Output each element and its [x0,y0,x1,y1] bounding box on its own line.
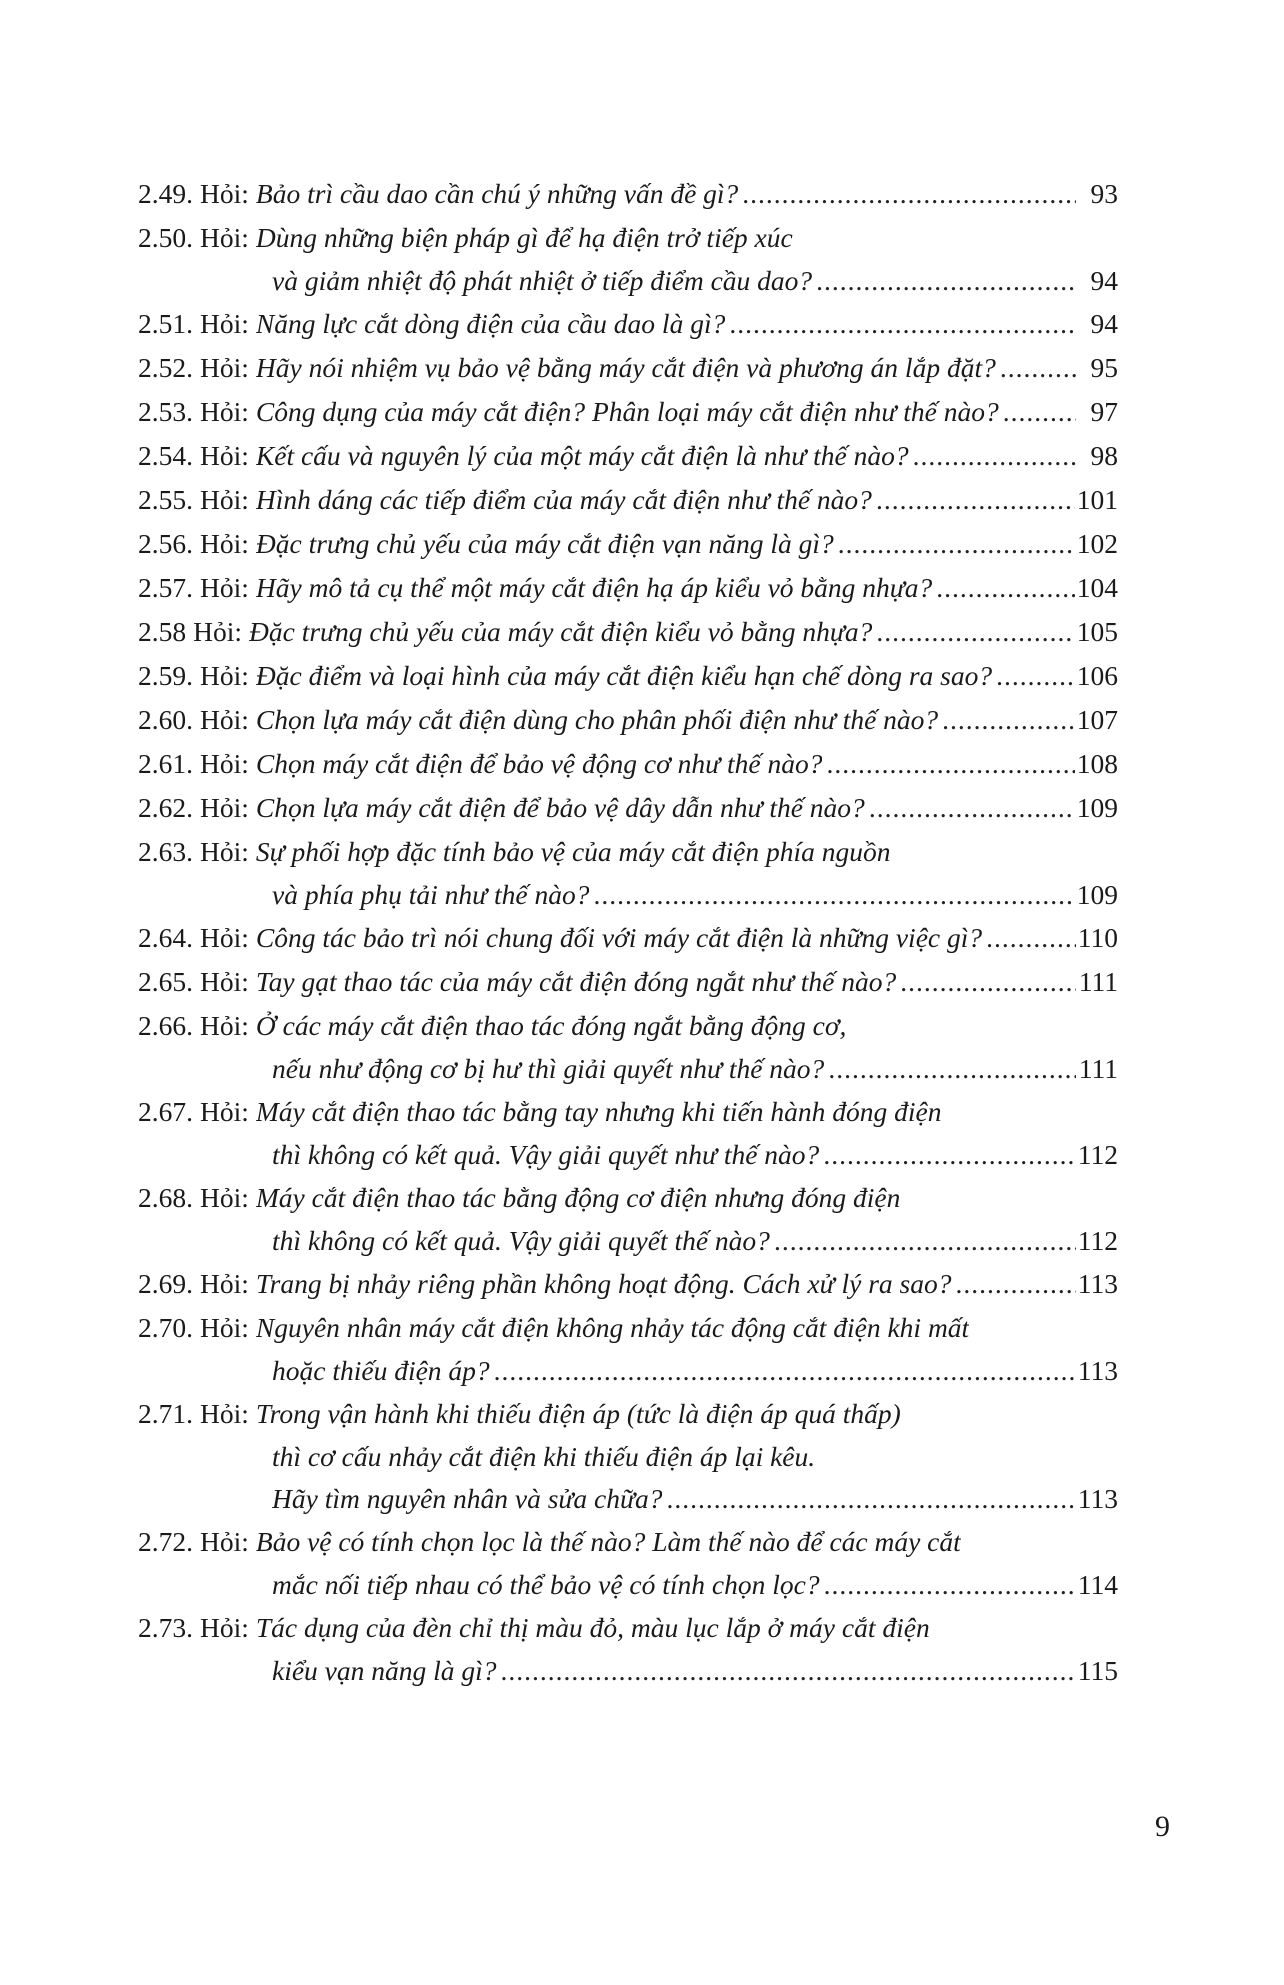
toc-line [138,960,1118,1004]
toc-entry [138,478,1118,522]
toc-entry-label: Hỏi: [193,616,243,647]
toc-entry-question: Tay gạt thao tác của máy cắt điện đóng ngắt như thế nào? [255,966,897,997]
toc-entry-question: và phía phụ tải như thế nào? [272,879,590,910]
toc-entry-question: thì không có kết quả. Vậy giải quyết như thế nào? [272,1139,820,1170]
toc-entry-label: Hỏi: [200,1268,249,1299]
toc-entry [138,1090,1118,1176]
toc-entry-label: Hỏi: [200,572,249,603]
dot-leader [1000,346,1076,390]
toc-entry-question: Đặc trưng chủ yếu của máy cắt điện kiểu vỏ bằng nhựa? [249,616,873,647]
toc-entry-question: Đặc điểm và loại hình của máy cắt điện kiểu hạn chế dòng ra sao? [255,660,993,691]
toc-line [138,1650,1118,1692]
toc-entry-label: Hỏi: [200,1312,249,1343]
toc-entry-label: Hỏi: [200,1010,249,1041]
toc-entry-number: 2.62. [138,792,193,823]
toc-entry-question: Bảo trì cầu dao cần chú ý những vấn đề gì? [255,178,739,209]
toc-entry-page: 109 [1076,792,1118,823]
toc-entry [138,830,1118,916]
toc-entry-number: 2.61. [138,748,193,779]
dot-leader [824,1564,1076,1606]
toc-entry-number: 2.57. [138,572,193,603]
toc-line [138,216,1118,260]
toc-entry-label: Hỏi: [200,660,249,691]
toc-entry-label: Hỏi: [200,748,249,779]
toc-entry [138,302,1118,346]
toc-entry-page: 93 [1090,178,1118,209]
toc-entry [138,698,1118,742]
toc-entry-number: 2.54. [138,440,193,471]
dot-leader [956,1262,1076,1306]
toc-entry-page: 111 [1078,1053,1118,1084]
toc-entry [138,1004,1118,1090]
toc-entry-label: Hỏi: [200,178,249,209]
dot-leader [826,742,1074,786]
toc-entry-page: 112 [1077,1139,1118,1170]
toc-entry-page: 94 [1090,308,1118,339]
toc-entry [138,960,1118,1004]
toc-line [138,434,1118,478]
dot-leader [900,960,1076,1004]
toc-entry [138,522,1118,566]
toc-entry-question: thì không có kết quả. Vậy giải quyết thế nào? [272,1225,770,1256]
toc-entry-question: hoặc thiếu điện áp? [272,1355,490,1386]
toc-entry-number: 2.56. [138,528,193,559]
toc-entry [138,786,1118,830]
toc-entry-page: 101 [1076,484,1118,515]
toc-entry-question: Chọn lựa máy cắt điện dùng cho phân phối điện như thế nào? [255,704,939,735]
toc-line [138,1520,1118,1564]
toc-entry-page: 105 [1076,616,1118,647]
dot-leader [501,1650,1076,1692]
toc-entry-number: 2.63. [138,836,193,867]
toc-entry [138,434,1118,478]
table-of-contents [138,172,1118,1692]
toc-line [138,1004,1118,1048]
toc-entry-label: Hỏi: [200,1398,249,1429]
toc-entry-number: 2.53. [138,396,193,427]
toc-line [138,172,1118,216]
toc-entry-question: kiểu vạn năng là gì? [272,1655,497,1686]
toc-entry-number: 2.67. [138,1096,193,1127]
toc-entry-question: mắc nối tiếp nhau có thể bảo vệ có tính chọn lọc? [272,1569,820,1600]
toc-entry-question: nếu như động cơ bị hư thì giải quyết như thế nào? [272,1053,825,1084]
toc-line [138,1478,1118,1520]
toc-entry-number: 2.73. [138,1612,193,1643]
toc-entry-question: Đặc trưng chủ yếu của máy cắt điện vạn năng là gì? [255,528,834,559]
dot-leader [876,610,1074,654]
toc-line [138,478,1118,522]
toc-entry-label: Hỏi: [200,792,249,823]
toc-entry-label: Hỏi: [200,352,249,383]
toc-line [138,566,1118,610]
dot-leader [913,434,1076,478]
toc-line [138,1606,1118,1650]
toc-entry [138,1606,1118,1692]
toc-entry-question: Tác dụng của đèn chỉ thị màu đỏ, màu lục lắp ở máy cắt điện [255,1612,930,1643]
dot-leader [494,1350,1076,1392]
toc-entry-label: Hỏi: [200,396,249,427]
toc-line [138,874,1118,916]
toc-entry [138,610,1118,654]
toc-entry-number: 2.49. [138,178,193,209]
toc-entry [138,1306,1118,1392]
toc-entry-question: Ở các máy cắt điện thao tác đóng ngắt bằng động cơ, [255,1010,847,1041]
toc-entry [138,1392,1118,1520]
toc-line [138,610,1118,654]
toc-entry-number: 2.64. [138,922,193,953]
toc-entry-page: 97 [1090,396,1118,427]
toc-entry-question: Máy cắt điện thao tác bằng động cơ điện nhưng đóng điện [255,1182,901,1213]
toc-entry-label: Hỏi: [200,528,249,559]
toc-entry-label: Hỏi: [200,222,249,253]
toc-entry-page: 114 [1077,1569,1118,1600]
toc-line [138,1048,1118,1090]
toc-entry-page: 109 [1076,879,1118,910]
dot-leader [996,654,1075,698]
toc-entry-number: 2.59. [138,660,193,691]
dot-leader [876,478,1075,522]
dot-leader [593,874,1074,916]
toc-entry-label: Hỏi: [200,966,249,997]
toc-entry-page: 106 [1076,660,1118,691]
toc-line [138,1220,1118,1262]
toc-entry-page: 102 [1076,528,1118,559]
toc-entry-page: 104 [1076,572,1118,603]
toc-entry-page: 94 [1090,265,1118,296]
toc-entry [138,566,1118,610]
toc-entry-label: Hỏi: [200,440,249,471]
toc-line [138,742,1118,786]
toc-entry-number: 2.51. [138,308,193,339]
toc-entry [138,742,1118,786]
toc-entry-question: Hãy tìm nguyên nhân và sửa chữa? [272,1483,663,1514]
dot-leader [986,916,1076,960]
toc-entry [138,172,1118,216]
toc-entry [138,346,1118,390]
toc-entry-label: Hỏi: [200,308,249,339]
toc-entry-label: Hỏi: [200,836,249,867]
toc-entry-label: Hỏi: [200,1096,249,1127]
toc-line [138,786,1118,830]
toc-entry-page: 111 [1078,966,1118,997]
dot-leader [838,522,1075,566]
dot-leader [1003,390,1076,434]
toc-entry [138,1262,1118,1306]
dot-leader [936,566,1074,610]
toc-entry-question: và giảm nhiệt độ phát nhiệt ở tiếp điểm cầu dao? [272,265,813,296]
toc-entry-page: 95 [1090,352,1118,383]
toc-entry-question: Chọn máy cắt điện để bảo vệ động cơ như thế nào? [255,748,823,779]
toc-entry-question: Sự phối hợp đặc tính bảo vệ của máy cắt điện phía nguồn [255,836,891,867]
toc-line [138,522,1118,566]
toc-line [138,1176,1118,1220]
toc-entry-question: Công dụng của máy cắt điện? Phân loại máy cắt điện như thế nào? [255,396,999,427]
toc-entry-number: 2.55. [138,484,193,515]
toc-line [138,830,1118,874]
toc-entry-number: 2.50. [138,222,193,253]
toc-entry-label: Hỏi: [200,484,249,515]
toc-entry-page: 98 [1090,440,1118,471]
toc-line [138,260,1118,302]
toc-entry [138,1520,1118,1606]
dot-leader [869,786,1075,830]
toc-line [138,346,1118,390]
toc-entry-question: Năng lực cắt dòng điện của cầu dao là gì? [255,308,726,339]
toc-entry-number: 2.66. [138,1010,193,1041]
toc-entry-label: Hỏi: [200,1612,249,1643]
toc-entry-number: 2.72. [138,1526,193,1557]
toc-entry-question: Hình dáng các tiếp điểm của máy cắt điện như thế nào? [255,484,872,515]
toc-entry-question: Chọn lựa máy cắt điện để bảo vệ dây dẫn như thế nào? [255,792,865,823]
toc-entry-number: 2.71. [138,1398,193,1429]
toc-entry-page: 107 [1076,704,1118,735]
toc-entry-number: 2.69. [138,1268,193,1299]
toc-entry-question: Dùng những biện pháp gì để hạ điện trở tiếp xúc [255,222,793,253]
toc-entry [138,1176,1118,1262]
toc-line [138,1436,1118,1478]
toc-entry-question: Nguyên nhân máy cắt điện không nhảy tác động cắt điện khi mất [255,1312,970,1343]
toc-line [138,1392,1118,1436]
toc-entry-question: Hãy nói nhiệm vụ bảo vệ bằng máy cắt điện và phương án lắp đặt? [255,352,996,383]
toc-entry-question: Kết cấu và nguyên lý của một máy cắt điện là như thế nào? [255,440,909,471]
toc-line [138,1350,1118,1392]
dot-leader [816,260,1076,302]
toc-entry-number: 2.65. [138,966,193,997]
toc-entry-number: 2.60. [138,704,193,735]
toc-entry-question: Công tác bảo trì nói chung đối với máy cắt điện là những việc gì? [255,922,983,953]
toc-entry-page: 112 [1077,1225,1118,1256]
toc-entry-label: Hỏi: [200,1526,249,1557]
toc-entry-page: 113 [1077,1355,1118,1386]
toc-line [138,1090,1118,1134]
dot-leader [823,1134,1075,1176]
toc-entry-number: 2.70. [138,1312,193,1343]
toc-entry-question: Hãy mô tả cụ thể một máy cắt điện hạ áp kiểu vỏ bằng nhựa? [255,572,933,603]
toc-entry-question: Trong vận hành khi thiếu điện áp (tức là điện áp quá thấp) [255,1398,901,1429]
toc-line [138,390,1118,434]
toc-entry-label: Hỏi: [200,1182,249,1213]
dot-leader [774,1220,1076,1262]
toc-line [138,654,1118,698]
toc-line [138,1262,1118,1306]
toc-entry-page: 108 [1076,748,1118,779]
toc-entry [138,654,1118,698]
dot-leader [666,1478,1075,1520]
toc-entry-label: Hỏi: [200,922,249,953]
toc-entry [138,916,1118,960]
toc-entry-question: Bảo vệ có tính chọn lọc là thế nào? Làm thế nào để các máy cắt [255,1526,961,1557]
toc-entry [138,390,1118,434]
toc-entry-page: 113 [1077,1268,1118,1299]
toc-line [138,1134,1118,1176]
toc-entry-number: 2.52. [138,352,193,383]
page-number: 9 [1155,1810,1170,1843]
dot-leader [742,172,1076,216]
toc-line [138,698,1118,742]
toc-entry [138,216,1118,302]
toc-entry-question: thì cơ cấu nhảy cắt điện khi thiếu điện áp lại kêu. [272,1441,816,1472]
toc-line [138,916,1118,960]
toc-entry-label: Hỏi: [200,704,249,735]
toc-entry-page: 115 [1077,1655,1118,1686]
dot-leader [828,1048,1076,1090]
toc-line [138,1564,1118,1606]
toc-entry-number: 2.58 [138,616,187,647]
toc-entry-page: 113 [1077,1483,1118,1514]
toc-line [138,1306,1118,1350]
toc-line [138,302,1118,346]
dot-leader [729,302,1076,346]
toc-entry-question: Máy cắt điện thao tác bằng tay nhưng khi tiến hành đóng điện [255,1096,942,1127]
toc-entry-question: Trang bị nhảy riêng phần không hoạt động. Cách xử lý ra sao? [255,1268,952,1299]
toc-entry-page: 110 [1077,922,1118,953]
dot-leader [942,698,1075,742]
toc-entry-number: 2.68. [138,1182,193,1213]
